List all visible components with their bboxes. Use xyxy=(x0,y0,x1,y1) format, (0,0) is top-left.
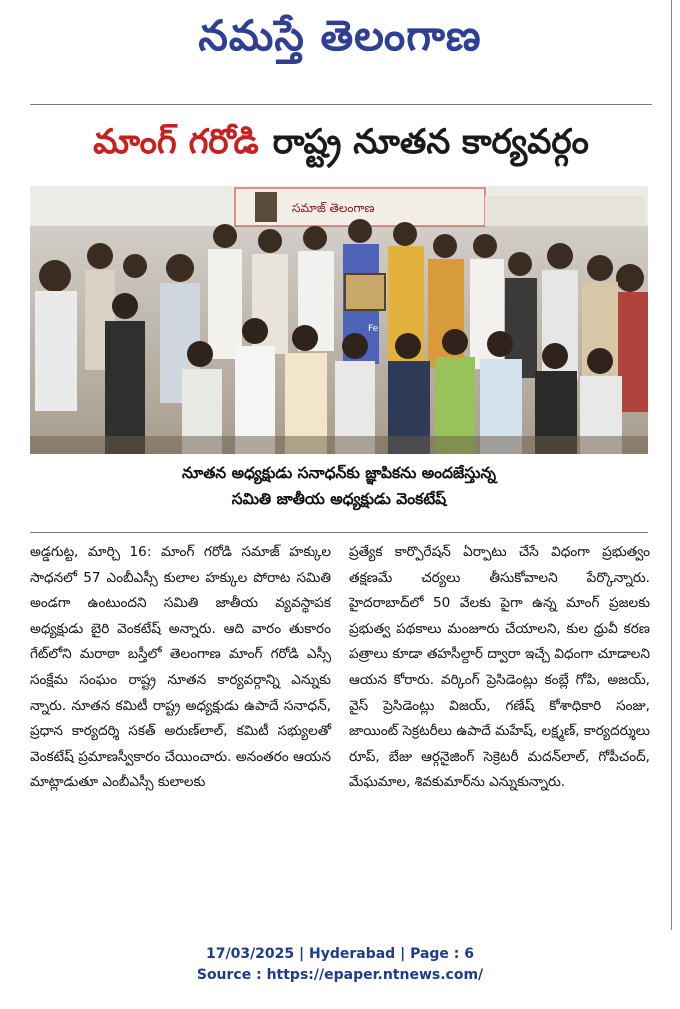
caption-line-2: సమితి జాతీయ అధ్యక్షుడు వెంకటేష్ xyxy=(231,490,447,508)
header-divider xyxy=(30,104,652,105)
book-label: Fe xyxy=(368,324,379,334)
group-photo-illustration xyxy=(30,186,648,454)
article-headline xyxy=(30,118,652,174)
article-column-2 xyxy=(349,540,650,902)
article-body xyxy=(30,540,650,902)
banner-text: సమాజ్ తెలంగాణ xyxy=(292,201,375,215)
caption-line-1: నూతన అధ్యక్షుడు సనాధన్‌కు జ్ఞాపికను అందజేస్తున్న xyxy=(182,464,496,482)
headline-highlight: మాంగ్ గరోడి xyxy=(93,122,259,162)
source-label: Source : xyxy=(196,967,267,983)
page-footer xyxy=(0,944,680,986)
newspaper-title: నమస్తే తెలంగాణ xyxy=(198,11,482,60)
article-paragraph-2: ప్రత్యేక కార్పొరేషన్ ఏర్పాటు చేసే విధంగా ప్రభుత్వం తక్షణమే చర్యలు తీసుకోవాలని పేర్కొన్నారు. హైదరాబాద్‌లో 50 వేలకు పైగా ఉన్న మాంగ్ ప్రజలకు ప్రభుత్వ పథకాలు మంజూరు చేయాలని, కుల ధ్రువీ కరణ పత్రాలు కూడా తహసీల్దార్ ద్వారా ఇచ్చే విధంగా చూడాలని ఆయన కోరారు. వర్కింగ్ ప్రెసిడెంట్లు కంబ్లే గోపి, అజయ్, వైస్ ప్రెసిడెంట్లు విజయ్, గణేష్ కోశాధికారి సంజు, జాయింట్ సెక్రటరీలు ఉపాదే మహేష్, లక్ష్మణ్, కార్యదర్శులు రూప్, బేజు ఆర్గనైజింగ్ సెక్రెటరీ మదన్‌లాల్, గోపీచంద్, మేఘమాల, శివకుమార్‌ను ఎన్నుకున్నారు. xyxy=(349,544,650,791)
headline-rest: రాష్ట్ర నూతన కార్యవర్గం xyxy=(272,122,589,162)
source-link[interactable]: https://epaper.ntnews.com/ xyxy=(266,967,484,983)
page-border-right xyxy=(671,0,672,930)
news-photo xyxy=(30,186,648,454)
article-column-1 xyxy=(30,540,331,902)
caption-divider xyxy=(30,532,648,533)
masthead xyxy=(0,0,680,82)
photo-caption xyxy=(30,460,648,512)
article-paragraph-1: అడ్డగుట్ట, మార్చి 16: మాంగ్ గరోడి సమాజ్ హక్కుల సాధనలో 57 ఎంబీఎస్సీ కులాల హక్కుల పోరాట సమితి అండగా ఉంటుందని సమితి జాతీయ వ్యవస్థాపక అధ్యక్షుడు బైరి వెంకటేష్ అన్నారు. ఆది వారం తుకారం గేట్‌లోని మరాఠా బస్తీలో తెలంగాణ మాంగ్ గరోడి ఎస్సీ సంక్షేమ సంఘం రాష్ట్ర నూతన కార్యవర్గాన్ని ఎన్నుకు న్నారు. నూతన కమిటీ రాష్ట్ర అధ్యక్షుడు ఉపాదే సనాధన్, ప్రధాన కార్యదర్శి సకత్ అరుణ్‌లాల్, కమిటీ సభ్యులతో వెంకటేష్ ప్రమాణస్వీకారం చేయించారు. అనంతరం ఆయన మాట్లాడుతూ ఎంబీఎస్సీ కులాలకు xyxy=(30,544,331,791)
source-line xyxy=(0,965,680,986)
edition-info: 17/03/2025 | Hyderabad | Page : 6 xyxy=(205,946,475,962)
